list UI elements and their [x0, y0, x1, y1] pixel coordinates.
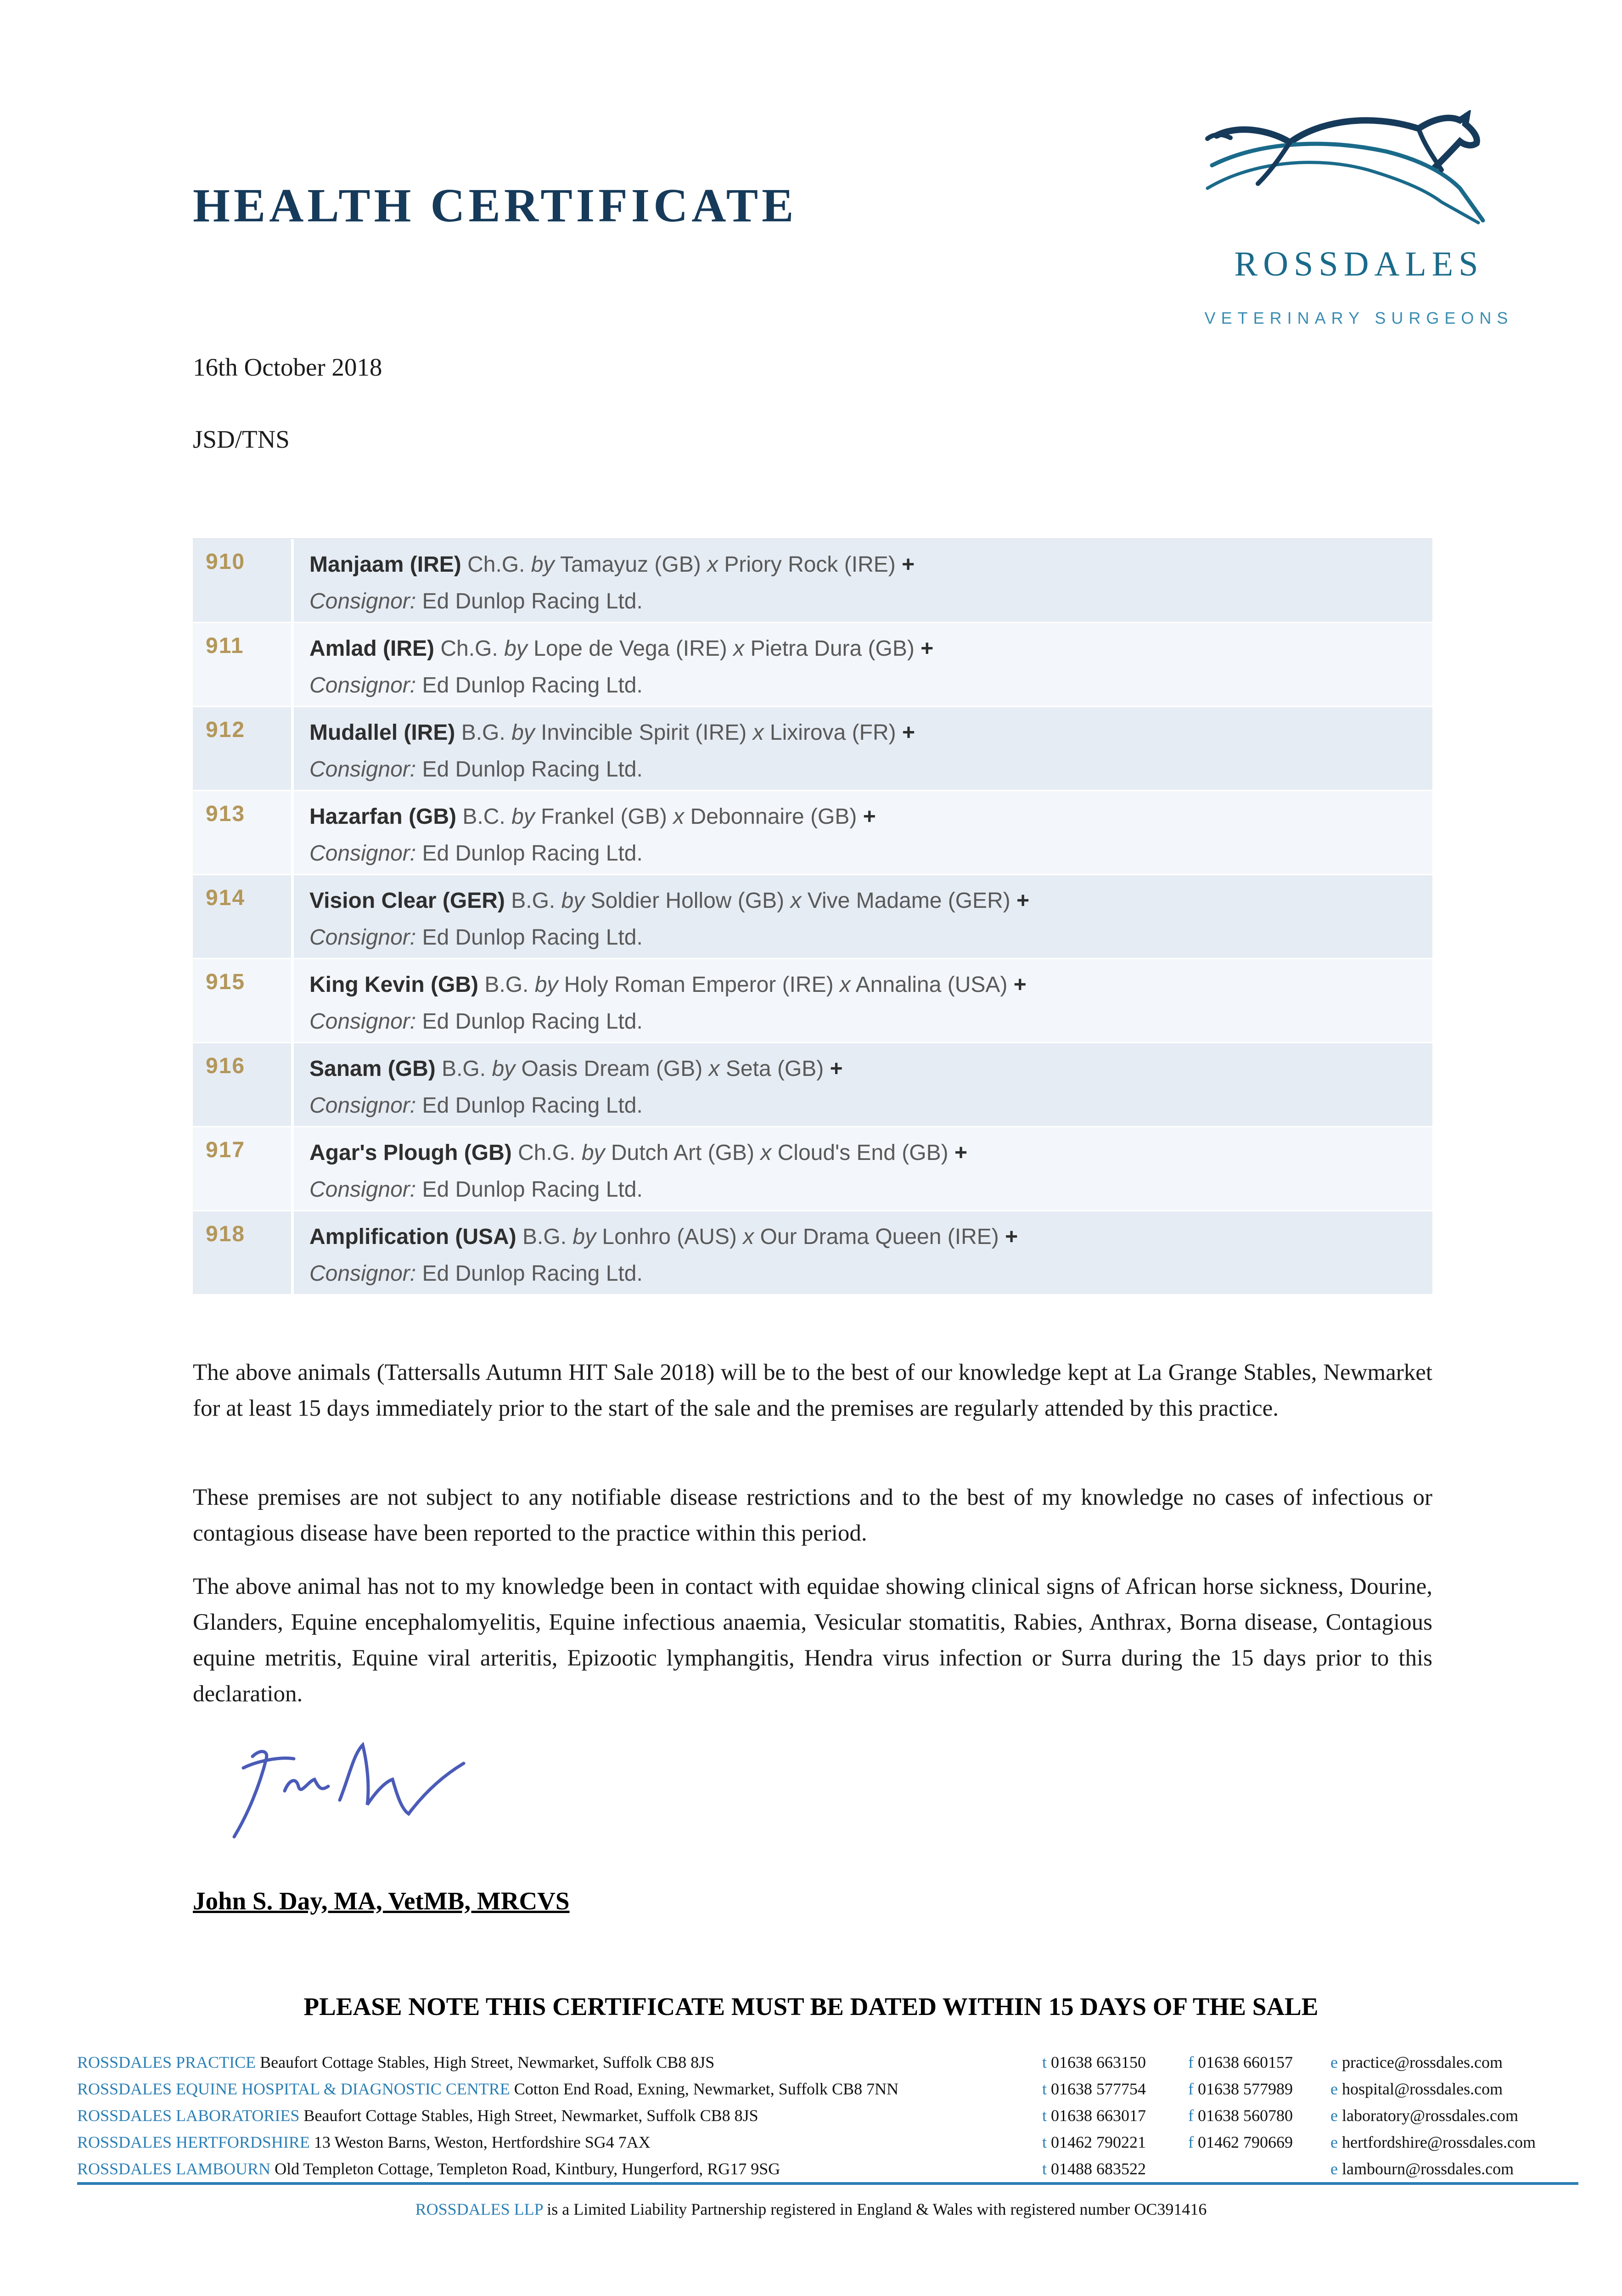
- sire: Tamayuz (GB): [560, 552, 701, 577]
- dam: Seta (GB): [725, 1057, 824, 1081]
- list-item: [77, 2076, 1578, 2102]
- list-item: [77, 2102, 1578, 2129]
- plus-icon: +: [954, 1141, 967, 1165]
- consignor-label: Consignor:: [309, 1177, 416, 1202]
- plus-icon: +: [1013, 973, 1027, 997]
- office-address: Cotton End Road, Exning, Newmarket, Suffolk CB8 7NN: [514, 2080, 899, 2098]
- consignor: Ed Dunlop Racing Ltd.: [422, 589, 643, 613]
- horse-name: Amlad (IRE): [309, 636, 435, 661]
- office-name: ROSSDALES PRACTICE: [77, 2053, 256, 2071]
- x-label: x: [839, 973, 851, 997]
- plus-icon: +: [830, 1057, 843, 1081]
- lot-number: 911: [193, 623, 294, 706]
- sire: Oasis Dream (GB): [521, 1057, 703, 1081]
- dam: Debonnaire (GB): [690, 805, 857, 829]
- consignor: Ed Dunlop Racing Ltd.: [422, 1009, 643, 1034]
- consignor-label: Consignor:: [309, 673, 416, 698]
- office-address: Old Templeton Cottage, Templeton Road, Kintbury, Hungerford, RG17 9SG: [275, 2160, 780, 2178]
- by-label: by: [511, 805, 535, 829]
- contact-list: [77, 2049, 1578, 2185]
- x-label: x: [733, 636, 745, 661]
- office-email[interactable]: e hospital@rossdales.com: [1330, 2080, 1503, 2098]
- table-row: [193, 875, 1432, 959]
- table-row: [193, 539, 1432, 623]
- lot-details: [294, 623, 933, 706]
- lot-details: [294, 707, 915, 790]
- horse-name: Hazarfan (GB): [309, 805, 457, 829]
- office-address: Beaufort Cottage Stables, High Street, Newmarket, Suffolk CB8 8JS: [260, 2053, 715, 2071]
- statement-paragraph-1: The above animals (Tattersalls Autumn HIT Sale 2018) will be to the best of our knowledge kept at La Grange Stables, Newmarket for at least 15 days immediately prior to the start of the sale and the premises are regularly attended by this practice.: [193, 1360, 1432, 1421]
- office-phone: t 01638 663017: [1042, 2106, 1146, 2125]
- office-fax: f 01638 660157: [1188, 2053, 1293, 2071]
- horse-description: Ch.G.: [467, 552, 525, 577]
- plus-icon: +: [863, 805, 876, 829]
- lots-table: [193, 538, 1432, 1295]
- dam: Lixirova (FR): [769, 720, 896, 745]
- logo-wordmark: ROSSDALES: [1234, 245, 1484, 283]
- office-email[interactable]: e lambourn@rossdales.com: [1330, 2160, 1514, 2178]
- dam: Annalina (USA): [855, 973, 1008, 997]
- consignor-label: Consignor:: [309, 925, 416, 950]
- by-label: by: [504, 636, 528, 661]
- lot-details: [294, 875, 1029, 958]
- plus-icon: +: [902, 552, 915, 577]
- consignor: Ed Dunlop Racing Ltd.: [422, 925, 643, 950]
- sire: Frankel (GB): [541, 805, 667, 829]
- x-label: x: [760, 1141, 772, 1165]
- horse-name: Agar's Plough (GB): [309, 1141, 512, 1165]
- plus-icon: +: [902, 720, 915, 745]
- legal-footer: [0, 2200, 1622, 2219]
- dam: Cloud's End (GB): [777, 1141, 949, 1165]
- lot-details: [294, 959, 1027, 1042]
- office-phone: t 01638 577754: [1042, 2080, 1146, 2098]
- office-name: ROSSDALES LABORATORIES: [77, 2106, 300, 2125]
- table-row: [193, 1043, 1432, 1127]
- certificate-date: 16th October 2018: [193, 353, 382, 381]
- sire: Lope de Vega (IRE): [533, 636, 727, 661]
- sire: Dutch Art (GB): [611, 1141, 754, 1165]
- by-label: by: [492, 1057, 516, 1081]
- by-label: by: [581, 1141, 605, 1165]
- dam: Priory Rock (IRE): [724, 552, 896, 577]
- lot-number: 914: [193, 875, 294, 958]
- office-name: ROSSDALES EQUINE HOSPITAL & DIAGNOSTIC CENTRE: [77, 2080, 510, 2098]
- x-label: x: [707, 552, 718, 577]
- x-label: x: [752, 720, 764, 745]
- x-label: x: [790, 889, 802, 913]
- horse-name: King Kevin (GB): [309, 973, 478, 997]
- table-row: [193, 707, 1432, 791]
- table-row: [193, 623, 1432, 707]
- lot-details: [294, 1211, 1018, 1294]
- sire: Invincible Spirit (IRE): [541, 720, 747, 745]
- legal-text: is a Limited Liability Partnership registered in England & Wales with registered number OC391416: [547, 2200, 1207, 2218]
- office-name: ROSSDALES LAMBOURN: [77, 2160, 271, 2178]
- horse-name: Manjaam (IRE): [309, 552, 461, 577]
- statement-paragraph-3: The above animal has not to my knowledge been in contact with equidae showing clinical signs of African horse sickness, Dourine, Glanders, Equine encephalomyelitis, Equine infectious anaemia, Vesicular stomatitis, Rabies, Anthrax, Borna disease, Contagious equine metritis, Equine viral arteritis, Epizootic lymphangitis, Hendra virus infection or Surra during the 15 days prior to this declaration.: [193, 1574, 1432, 1707]
- horse-description: B.G.: [442, 1057, 486, 1081]
- consignor: Ed Dunlop Racing Ltd.: [422, 841, 643, 866]
- horse-name: Vision Clear (GER): [309, 889, 505, 913]
- list-item: [77, 2155, 1578, 2182]
- consignor-label: Consignor:: [309, 589, 416, 613]
- by-label: by: [531, 552, 555, 577]
- office-phone: t 01488 683522: [1042, 2160, 1146, 2178]
- office-address: Beaufort Cottage Stables, High Street, Newmarket, Suffolk CB8 8JS: [303, 2106, 758, 2125]
- office-name: ROSSDALES HERTFORDSHIRE: [77, 2133, 310, 2151]
- by-label: by: [534, 973, 558, 997]
- dam: Our Drama Queen (IRE): [760, 1225, 999, 1249]
- horse-description: Ch.G.: [518, 1141, 576, 1165]
- dam: Pietra Dura (GB): [750, 636, 915, 661]
- consignor: Ed Dunlop Racing Ltd.: [422, 757, 643, 782]
- list-item: [77, 2049, 1578, 2076]
- lot-details: [294, 1043, 843, 1126]
- by-label: by: [561, 889, 585, 913]
- lot-details: [294, 1127, 967, 1210]
- consignor-label: Consignor:: [309, 841, 416, 866]
- horse-description: B.C.: [462, 805, 505, 829]
- horse-description: B.G.: [511, 889, 556, 913]
- consignor-label: Consignor:: [309, 1009, 416, 1034]
- lot-number: 910: [193, 539, 294, 622]
- legal-entity: ROSSDALES LLP: [415, 2200, 543, 2218]
- horse-name: Sanam (GB): [309, 1057, 436, 1081]
- list-item: [77, 2129, 1578, 2155]
- horse-description: Ch.G.: [440, 636, 498, 661]
- horse-description: B.G.: [484, 973, 529, 997]
- sire: Soldier Hollow (GB): [590, 889, 785, 913]
- office-email[interactable]: e laboratory@rossdales.com: [1330, 2106, 1519, 2125]
- office-phone: t 01462 790221: [1042, 2133, 1146, 2151]
- logo-subtitle: VETERINARY SURGEONS: [1204, 309, 1514, 327]
- horse-logo-icon: [1203, 110, 1515, 340]
- lot-details: [294, 539, 915, 622]
- dating-notice: PLEASE NOTE THIS CERTIFICATE MUST BE DATED WITHIN 15 DAYS OF THE SALE: [303, 1992, 1319, 2020]
- sire: Holy Roman Emperor (IRE): [564, 973, 834, 997]
- table-row: [193, 1127, 1432, 1211]
- by-label: by: [511, 720, 535, 745]
- document-title: HEALTH CERTIFICATE: [193, 179, 797, 232]
- signer-name: John S. Day, MA, VetMB, MRCVS: [193, 1887, 570, 1915]
- table-row: [193, 791, 1432, 875]
- consignor: Ed Dunlop Racing Ltd.: [422, 1177, 643, 1202]
- consignor-label: Consignor:: [309, 757, 416, 782]
- lot-details: [294, 791, 876, 874]
- x-label: x: [708, 1057, 720, 1081]
- office-fax: f 01462 790669: [1188, 2133, 1293, 2151]
- table-row: [193, 959, 1432, 1043]
- lot-number: 912: [193, 707, 294, 790]
- office-email[interactable]: e hertfordshire@rossdales.com: [1330, 2133, 1536, 2151]
- plus-icon: +: [1005, 1225, 1018, 1249]
- by-label: by: [572, 1225, 596, 1249]
- x-label: x: [743, 1225, 754, 1249]
- office-fax: f 01638 560780: [1188, 2106, 1293, 2125]
- consignor-label: Consignor:: [309, 1261, 416, 1286]
- office-phone: t 01638 663150: [1042, 2053, 1146, 2071]
- dam: Vive Madame (GER): [807, 889, 1010, 913]
- horse-description: B.G.: [461, 720, 505, 745]
- lot-number: 916: [193, 1043, 294, 1126]
- x-label: x: [673, 805, 685, 829]
- statement-paragraph-2: These premises are not subject to any notifiable disease restrictions and to the best of my knowledge no cases of infectious or contagious disease have been reported to the practice within this period.: [193, 1485, 1432, 1546]
- horse-description: B.G.: [522, 1225, 567, 1249]
- lot-number: 918: [193, 1211, 294, 1294]
- lot-number: 913: [193, 791, 294, 874]
- office-email[interactable]: e practice@rossdales.com: [1330, 2053, 1503, 2071]
- consignor: Ed Dunlop Racing Ltd.: [422, 1261, 643, 1286]
- handwritten-signature: [216, 1736, 473, 1846]
- sire: Lonhro (AUS): [602, 1225, 737, 1249]
- plus-icon: +: [1016, 889, 1030, 913]
- horse-name: Mudallel (IRE): [309, 720, 455, 745]
- reference-code: JSD/TNS: [193, 425, 290, 453]
- table-row: [193, 1211, 1432, 1295]
- office-fax: f 01638 577989: [1188, 2080, 1293, 2098]
- consignor: Ed Dunlop Racing Ltd.: [422, 673, 643, 698]
- consignor-label: Consignor:: [309, 1093, 416, 1118]
- horse-name: Amplification (USA): [309, 1225, 516, 1249]
- lot-number: 915: [193, 959, 294, 1042]
- office-address: 13 Weston Barns, Weston, Hertfordshire SG4 7AX: [314, 2133, 651, 2151]
- plus-icon: +: [920, 636, 934, 661]
- lot-number: 917: [193, 1127, 294, 1210]
- consignor: Ed Dunlop Racing Ltd.: [422, 1093, 643, 1118]
